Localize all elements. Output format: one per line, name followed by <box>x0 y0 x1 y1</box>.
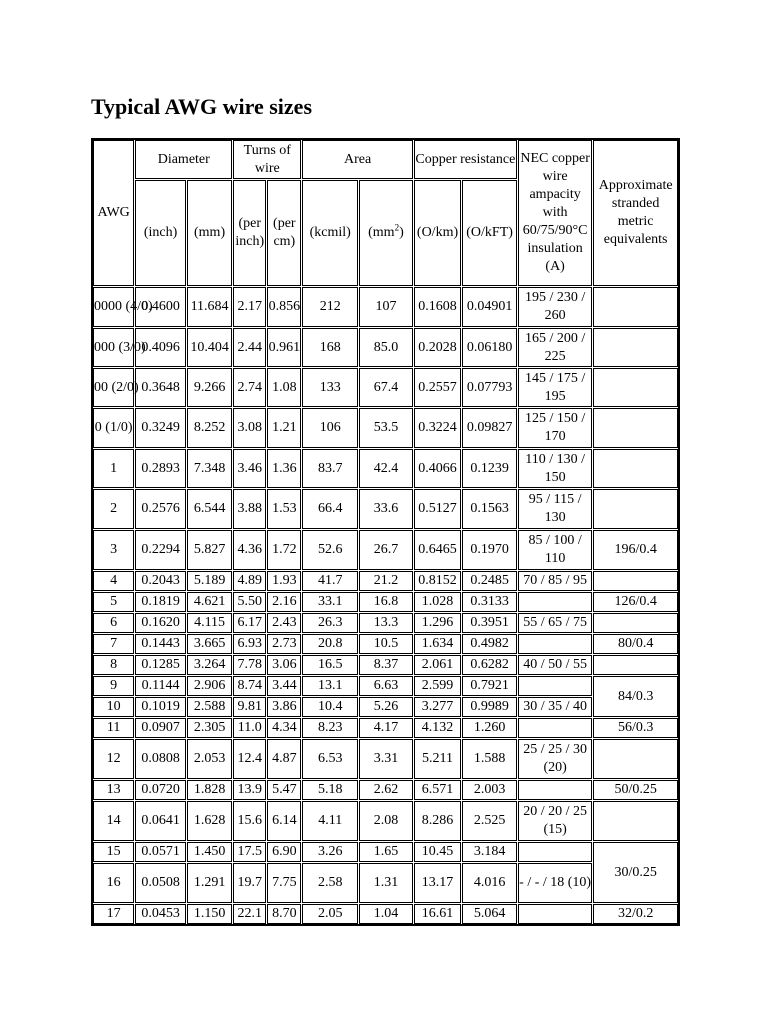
cell-metric-equivalent <box>593 408 678 448</box>
cell-resistance-ohm-km: 0.6465 <box>414 530 461 570</box>
cell-turns-per-cm: 1.72 <box>267 530 301 570</box>
cell-area-kcmil: 41.7 <box>302 571 358 591</box>
cell-diameter-mm: 4.621 <box>187 592 232 612</box>
header-mm2-close: ) <box>399 225 404 240</box>
cell-diameter-mm: 11.684 <box>187 287 232 327</box>
cell-diameter-inch: 0.4096 <box>135 328 186 367</box>
header-mm2-base: (mm <box>368 225 395 240</box>
table-row <box>93 287 678 327</box>
cell-resistance-ohm-km: 0.2028 <box>414 328 461 367</box>
cell-diameter-inch: 0.0571 <box>135 842 186 862</box>
header-per-cm: (per cm) <box>267 180 301 286</box>
cell-area-kcmil: 5.18 <box>302 780 358 800</box>
cell-area-kcmil: 33.1 <box>302 592 358 612</box>
cell-diameter-inch: 0.1620 <box>135 613 186 633</box>
cell-diameter-mm: 1.291 <box>187 863 232 903</box>
cell-diameter-inch: 0.0453 <box>135 904 186 924</box>
cell-turns-per-cm: 2.43 <box>267 613 301 633</box>
cell-turns-per-inch: 6.93 <box>233 634 266 654</box>
cell-awg: 2 <box>93 489 134 529</box>
cell-metric-equivalent <box>593 739 678 779</box>
cell-awg: 0 (1/0) <box>93 408 134 448</box>
cell-metric-equivalent: 196/0.4 <box>593 530 678 570</box>
cell-turns-per-cm: 1.53 <box>267 489 301 529</box>
header-kcmil: (kcmil) <box>302 180 358 286</box>
cell-resistance-ohm-km: 1.028 <box>414 592 461 612</box>
cell-area-kcmil: 83.7 <box>302 449 358 488</box>
cell-metric-equivalent: 50/0.25 <box>593 780 678 800</box>
cell-resistance-ohm-kft: 0.04901 <box>462 287 517 327</box>
cell-turns-per-cm: 1.93 <box>267 571 301 591</box>
cell-diameter-inch: 0.0907 <box>135 718 186 738</box>
header-awg: AWG <box>93 140 134 286</box>
cell-metric-equivalent <box>593 571 678 591</box>
cell-turns-per-inch: 3.08 <box>233 408 266 448</box>
cell-diameter-mm: 1.450 <box>187 842 232 862</box>
cell-turns-per-inch: 22.1 <box>233 904 266 924</box>
cell-area-mm2: 8.37 <box>359 655 413 675</box>
cell-awg: 9 <box>93 676 134 696</box>
cell-area-kcmil: 16.5 <box>302 655 358 675</box>
cell-turns-per-cm: 3.06 <box>267 655 301 675</box>
cell-area-mm2: 10.5 <box>359 634 413 654</box>
cell-turns-per-inch: 2.17 <box>233 287 266 327</box>
cell-diameter-inch: 0.2576 <box>135 489 186 529</box>
cell-metric-equivalent: 30/0.25 <box>593 842 678 903</box>
cell-diameter-mm: 2.906 <box>187 676 232 696</box>
cell-awg: 5 <box>93 592 134 612</box>
cell-resistance-ohm-kft: 0.3133 <box>462 592 517 612</box>
cell-area-mm2: 2.08 <box>359 801 413 841</box>
cell-diameter-mm: 1.828 <box>187 780 232 800</box>
cell-resistance-ohm-km: 3.277 <box>414 697 461 717</box>
table-row <box>93 408 678 448</box>
cell-diameter-inch: 0.3249 <box>135 408 186 448</box>
table-header <box>93 140 678 286</box>
cell-metric-equivalent <box>593 328 678 367</box>
cell-awg: 6 <box>93 613 134 633</box>
cell-resistance-ohm-kft: 0.1563 <box>462 489 517 529</box>
cell-turns-per-inch: 4.89 <box>233 571 266 591</box>
cell-awg: 3 <box>93 530 134 570</box>
cell-area-kcmil: 212 <box>302 287 358 327</box>
cell-turns-per-inch: 4.36 <box>233 530 266 570</box>
header-per-inch: (per inch) <box>233 180 266 286</box>
cell-nec-ampacity: 30 / 35 / 40 <box>518 697 592 717</box>
header-diameter: Diameter <box>135 140 232 179</box>
cell-turns-per-cm: 3.86 <box>267 697 301 717</box>
cell-turns-per-cm: 7.75 <box>267 863 301 903</box>
cell-area-mm2: 5.26 <box>359 697 413 717</box>
cell-area-mm2: 1.04 <box>359 904 413 924</box>
cell-turns-per-inch: 2.44 <box>233 328 266 367</box>
cell-area-mm2: 21.2 <box>359 571 413 591</box>
cell-area-kcmil: 10.4 <box>302 697 358 717</box>
cell-area-mm2: 3.31 <box>359 739 413 779</box>
cell-area-kcmil: 2.58 <box>302 863 358 903</box>
header-ohm-per-kft: (O/kFT) <box>462 180 517 286</box>
cell-area-mm2: 53.5 <box>359 408 413 448</box>
cell-turns-per-cm: 3.44 <box>267 676 301 696</box>
cell-turns-per-cm: 6.14 <box>267 801 301 841</box>
cell-nec-ampacity: 165 / 200 / 225 <box>518 328 592 367</box>
cell-nec-ampacity: - / - / 18 (10) <box>518 863 592 903</box>
table-row <box>93 842 678 862</box>
cell-nec-ampacity: 195 / 230 / 260 <box>518 287 592 327</box>
table-row <box>93 368 678 407</box>
table-row <box>93 697 678 717</box>
cell-diameter-inch: 0.2294 <box>135 530 186 570</box>
cell-resistance-ohm-km: 0.2557 <box>414 368 461 407</box>
cell-resistance-ohm-km: 2.061 <box>414 655 461 675</box>
cell-turns-per-inch: 5.50 <box>233 592 266 612</box>
cell-resistance-ohm-km: 4.132 <box>414 718 461 738</box>
table-row <box>93 530 678 570</box>
cell-awg: 11 <box>93 718 134 738</box>
cell-area-kcmil: 2.05 <box>302 904 358 924</box>
cell-area-kcmil: 13.1 <box>302 676 358 696</box>
cell-awg: 10 <box>93 697 134 717</box>
cell-resistance-ohm-kft: 4.016 <box>462 863 517 903</box>
cell-resistance-ohm-kft: 3.184 <box>462 842 517 862</box>
cell-awg: 7 <box>93 634 134 654</box>
cell-diameter-mm: 3.665 <box>187 634 232 654</box>
cell-diameter-mm: 1.628 <box>187 801 232 841</box>
cell-diameter-mm: 4.115 <box>187 613 232 633</box>
cell-area-mm2: 107 <box>359 287 413 327</box>
cell-metric-equivalent: 126/0.4 <box>593 592 678 612</box>
cell-resistance-ohm-kft: 0.1239 <box>462 449 517 488</box>
cell-nec-ampacity: 70 / 85 / 95 <box>518 571 592 591</box>
cell-nec-ampacity: 40 / 50 / 55 <box>518 655 592 675</box>
cell-area-kcmil: 6.53 <box>302 739 358 779</box>
cell-resistance-ohm-km: 1.634 <box>414 634 461 654</box>
cell-resistance-ohm-kft: 1.260 <box>462 718 517 738</box>
cell-nec-ampacity: 55 / 65 / 75 <box>518 613 592 633</box>
table-row <box>93 904 678 924</box>
cell-turns-per-inch: 9.81 <box>233 697 266 717</box>
cell-nec-ampacity <box>518 842 592 862</box>
cell-awg: 0000 (4/0) <box>93 287 134 327</box>
cell-metric-equivalent: 80/0.4 <box>593 634 678 654</box>
cell-awg: 000 (3/0) <box>93 328 134 367</box>
cell-diameter-inch: 0.2893 <box>135 449 186 488</box>
cell-area-mm2: 6.63 <box>359 676 413 696</box>
cell-area-kcmil: 4.11 <box>302 801 358 841</box>
header-nec-ampacity: NEC copper wire ampacity with 60/75/90°C insulation (A) <box>518 140 592 286</box>
cell-resistance-ohm-kft: 2.525 <box>462 801 517 841</box>
cell-turns-per-inch: 6.17 <box>233 613 266 633</box>
cell-resistance-ohm-kft: 0.06180 <box>462 328 517 367</box>
table-row <box>93 449 678 488</box>
cell-area-kcmil: 66.4 <box>302 489 358 529</box>
cell-diameter-mm: 2.305 <box>187 718 232 738</box>
cell-nec-ampacity <box>518 904 592 924</box>
cell-resistance-ohm-kft: 0.7921 <box>462 676 517 696</box>
cell-awg: 17 <box>93 904 134 924</box>
cell-turns-per-inch: 17.5 <box>233 842 266 862</box>
table-row <box>93 489 678 529</box>
cell-diameter-mm: 9.266 <box>187 368 232 407</box>
cell-area-kcmil: 20.8 <box>302 634 358 654</box>
header-ohm-per-km: (O/km) <box>414 180 461 286</box>
cell-resistance-ohm-km: 5.211 <box>414 739 461 779</box>
cell-awg: 4 <box>93 571 134 591</box>
cell-turns-per-inch: 2.74 <box>233 368 266 407</box>
table-row <box>93 655 678 675</box>
cell-turns-per-cm: 1.21 <box>267 408 301 448</box>
cell-awg: 12 <box>93 739 134 779</box>
table-row <box>93 328 678 367</box>
cell-diameter-inch: 0.0720 <box>135 780 186 800</box>
cell-diameter-mm: 10.404 <box>187 328 232 367</box>
cell-diameter-mm: 6.544 <box>187 489 232 529</box>
cell-resistance-ohm-km: 0.3224 <box>414 408 461 448</box>
cell-turns-per-inch: 3.88 <box>233 489 266 529</box>
cell-turns-per-cm: 1.36 <box>267 449 301 488</box>
cell-area-mm2: 26.7 <box>359 530 413 570</box>
cell-diameter-mm: 1.150 <box>187 904 232 924</box>
page-title: Typical AWG wire sizes <box>91 94 313 119</box>
cell-metric-equivalent <box>593 449 678 488</box>
cell-turns-per-cm: 0.961 <box>267 328 301 367</box>
header-turns-of-wire: Turns of wire <box>233 140 301 179</box>
cell-nec-ampacity <box>518 634 592 654</box>
table-row <box>93 780 678 800</box>
cell-diameter-inch: 0.1144 <box>135 676 186 696</box>
header-mm2 <box>359 180 413 286</box>
cell-resistance-ohm-kft: 0.4982 <box>462 634 517 654</box>
cell-area-mm2: 42.4 <box>359 449 413 488</box>
cell-resistance-ohm-kft: 0.3951 <box>462 613 517 633</box>
cell-awg: 00 (2/0) <box>93 368 134 407</box>
cell-nec-ampacity: 25 / 25 / 30 (20) <box>518 739 592 779</box>
cell-nec-ampacity <box>518 676 592 696</box>
table-row <box>93 676 678 696</box>
cell-diameter-inch: 0.4600 <box>135 287 186 327</box>
cell-area-kcmil: 52.6 <box>302 530 358 570</box>
cell-resistance-ohm-kft: 1.588 <box>462 739 517 779</box>
table-row <box>93 718 678 738</box>
table-row <box>93 739 678 779</box>
table-row <box>93 801 678 841</box>
cell-resistance-ohm-km: 0.1608 <box>414 287 461 327</box>
cell-metric-equivalent <box>593 287 678 327</box>
cell-metric-equivalent: 32/0.2 <box>593 904 678 924</box>
header-mm: (mm) <box>187 180 232 286</box>
cell-metric-equivalent <box>593 801 678 841</box>
cell-area-mm2: 67.4 <box>359 368 413 407</box>
cell-awg: 14 <box>93 801 134 841</box>
cell-area-kcmil: 133 <box>302 368 358 407</box>
cell-diameter-inch: 0.0508 <box>135 863 186 903</box>
cell-resistance-ohm-kft: 5.064 <box>462 904 517 924</box>
cell-nec-ampacity: 95 / 115 / 130 <box>518 489 592 529</box>
cell-metric-equivalent <box>593 368 678 407</box>
cell-diameter-mm: 5.827 <box>187 530 232 570</box>
cell-area-mm2: 1.31 <box>359 863 413 903</box>
cell-area-mm2: 4.17 <box>359 718 413 738</box>
cell-diameter-inch: 0.1019 <box>135 697 186 717</box>
table-body <box>93 287 678 924</box>
cell-awg: 8 <box>93 655 134 675</box>
cell-turns-per-inch: 3.46 <box>233 449 266 488</box>
table-row <box>93 592 678 612</box>
cell-nec-ampacity: 110 / 130 / 150 <box>518 449 592 488</box>
cell-awg: 1 <box>93 449 134 488</box>
cell-turns-per-inch: 12.4 <box>233 739 266 779</box>
cell-area-mm2: 16.8 <box>359 592 413 612</box>
cell-nec-ampacity: 125 / 150 / 170 <box>518 408 592 448</box>
cell-turns-per-inch: 19.7 <box>233 863 266 903</box>
cell-metric-equivalent <box>593 655 678 675</box>
cell-diameter-inch: 0.0808 <box>135 739 186 779</box>
cell-diameter-mm: 7.348 <box>187 449 232 488</box>
cell-turns-per-inch: 13.9 <box>233 780 266 800</box>
cell-metric-equivalent: 56/0.3 <box>593 718 678 738</box>
cell-awg: 15 <box>93 842 134 862</box>
cell-diameter-inch: 0.0641 <box>135 801 186 841</box>
cell-turns-per-inch: 7.78 <box>233 655 266 675</box>
cell-turns-per-cm: 2.73 <box>267 634 301 654</box>
cell-resistance-ohm-km: 2.599 <box>414 676 461 696</box>
cell-resistance-ohm-km: 0.5127 <box>414 489 461 529</box>
cell-diameter-mm: 8.252 <box>187 408 232 448</box>
table-row <box>93 613 678 633</box>
cell-resistance-ohm-km: 0.4066 <box>414 449 461 488</box>
header-area: Area <box>302 140 412 179</box>
cell-resistance-ohm-km: 1.296 <box>414 613 461 633</box>
cell-turns-per-cm: 6.90 <box>267 842 301 862</box>
cell-resistance-ohm-km: 0.8152 <box>414 571 461 591</box>
cell-diameter-mm: 5.189 <box>187 571 232 591</box>
cell-resistance-ohm-km: 10.45 <box>414 842 461 862</box>
cell-turns-per-cm: 2.16 <box>267 592 301 612</box>
cell-resistance-ohm-kft: 0.2485 <box>462 571 517 591</box>
cell-resistance-ohm-kft: 0.07793 <box>462 368 517 407</box>
header-mm2-superscript: 2 <box>394 222 400 233</box>
cell-awg: 16 <box>93 863 134 903</box>
cell-resistance-ohm-kft: 0.09827 <box>462 408 517 448</box>
cell-diameter-mm: 3.264 <box>187 655 232 675</box>
cell-resistance-ohm-km: 16.61 <box>414 904 461 924</box>
cell-resistance-ohm-km: 6.571 <box>414 780 461 800</box>
cell-metric-equivalent: 84/0.3 <box>593 676 678 717</box>
cell-nec-ampacity <box>518 780 592 800</box>
cell-turns-per-inch: 8.74 <box>233 676 266 696</box>
cell-area-kcmil: 3.26 <box>302 842 358 862</box>
cell-area-mm2: 33.6 <box>359 489 413 529</box>
table-row <box>93 571 678 591</box>
cell-diameter-mm: 2.053 <box>187 739 232 779</box>
cell-diameter-inch: 0.1285 <box>135 655 186 675</box>
cell-awg: 13 <box>93 780 134 800</box>
awg-wire-size-table <box>91 138 680 926</box>
cell-turns-per-cm: 4.87 <box>267 739 301 779</box>
cell-resistance-ohm-km: 8.286 <box>414 801 461 841</box>
cell-area-mm2: 13.3 <box>359 613 413 633</box>
cell-nec-ampacity: 20 / 20 / 25 (15) <box>518 801 592 841</box>
cell-area-mm2: 2.62 <box>359 780 413 800</box>
cell-area-kcmil: 8.23 <box>302 718 358 738</box>
cell-turns-per-inch: 11.0 <box>233 718 266 738</box>
cell-turns-per-cm: 0.856 <box>267 287 301 327</box>
cell-metric-equivalent <box>593 613 678 633</box>
cell-area-kcmil: 26.3 <box>302 613 358 633</box>
header-metric-equivalents: Approximate stranded metric equivalents <box>593 140 678 286</box>
cell-area-mm2: 85.0 <box>359 328 413 367</box>
header-copper-resistance: Copper resistance <box>414 140 517 179</box>
cell-diameter-inch: 0.1819 <box>135 592 186 612</box>
cell-diameter-inch: 0.1443 <box>135 634 186 654</box>
cell-turns-per-inch: 15.6 <box>233 801 266 841</box>
cell-diameter-inch: 0.3648 <box>135 368 186 407</box>
cell-resistance-ohm-kft: 2.003 <box>462 780 517 800</box>
cell-nec-ampacity <box>518 718 592 738</box>
table-row <box>93 863 678 903</box>
table-row <box>93 634 678 654</box>
cell-resistance-ohm-kft: 0.9989 <box>462 697 517 717</box>
header-inch: (inch) <box>135 180 186 286</box>
cell-turns-per-cm: 8.70 <box>267 904 301 924</box>
cell-turns-per-cm: 4.34 <box>267 718 301 738</box>
cell-area-kcmil: 168 <box>302 328 358 367</box>
cell-resistance-ohm-kft: 0.1970 <box>462 530 517 570</box>
cell-metric-equivalent <box>593 489 678 529</box>
cell-resistance-ohm-kft: 0.6282 <box>462 655 517 675</box>
cell-resistance-ohm-km: 13.17 <box>414 863 461 903</box>
cell-nec-ampacity <box>518 592 592 612</box>
cell-diameter-mm: 2.588 <box>187 697 232 717</box>
cell-turns-per-cm: 1.08 <box>267 368 301 407</box>
cell-area-mm2: 1.65 <box>359 842 413 862</box>
cell-area-kcmil: 106 <box>302 408 358 448</box>
cell-diameter-inch: 0.2043 <box>135 571 186 591</box>
cell-nec-ampacity: 85 / 100 / 110 <box>518 530 592 570</box>
cell-nec-ampacity: 145 / 175 / 195 <box>518 368 592 407</box>
cell-turns-per-cm: 5.47 <box>267 780 301 800</box>
